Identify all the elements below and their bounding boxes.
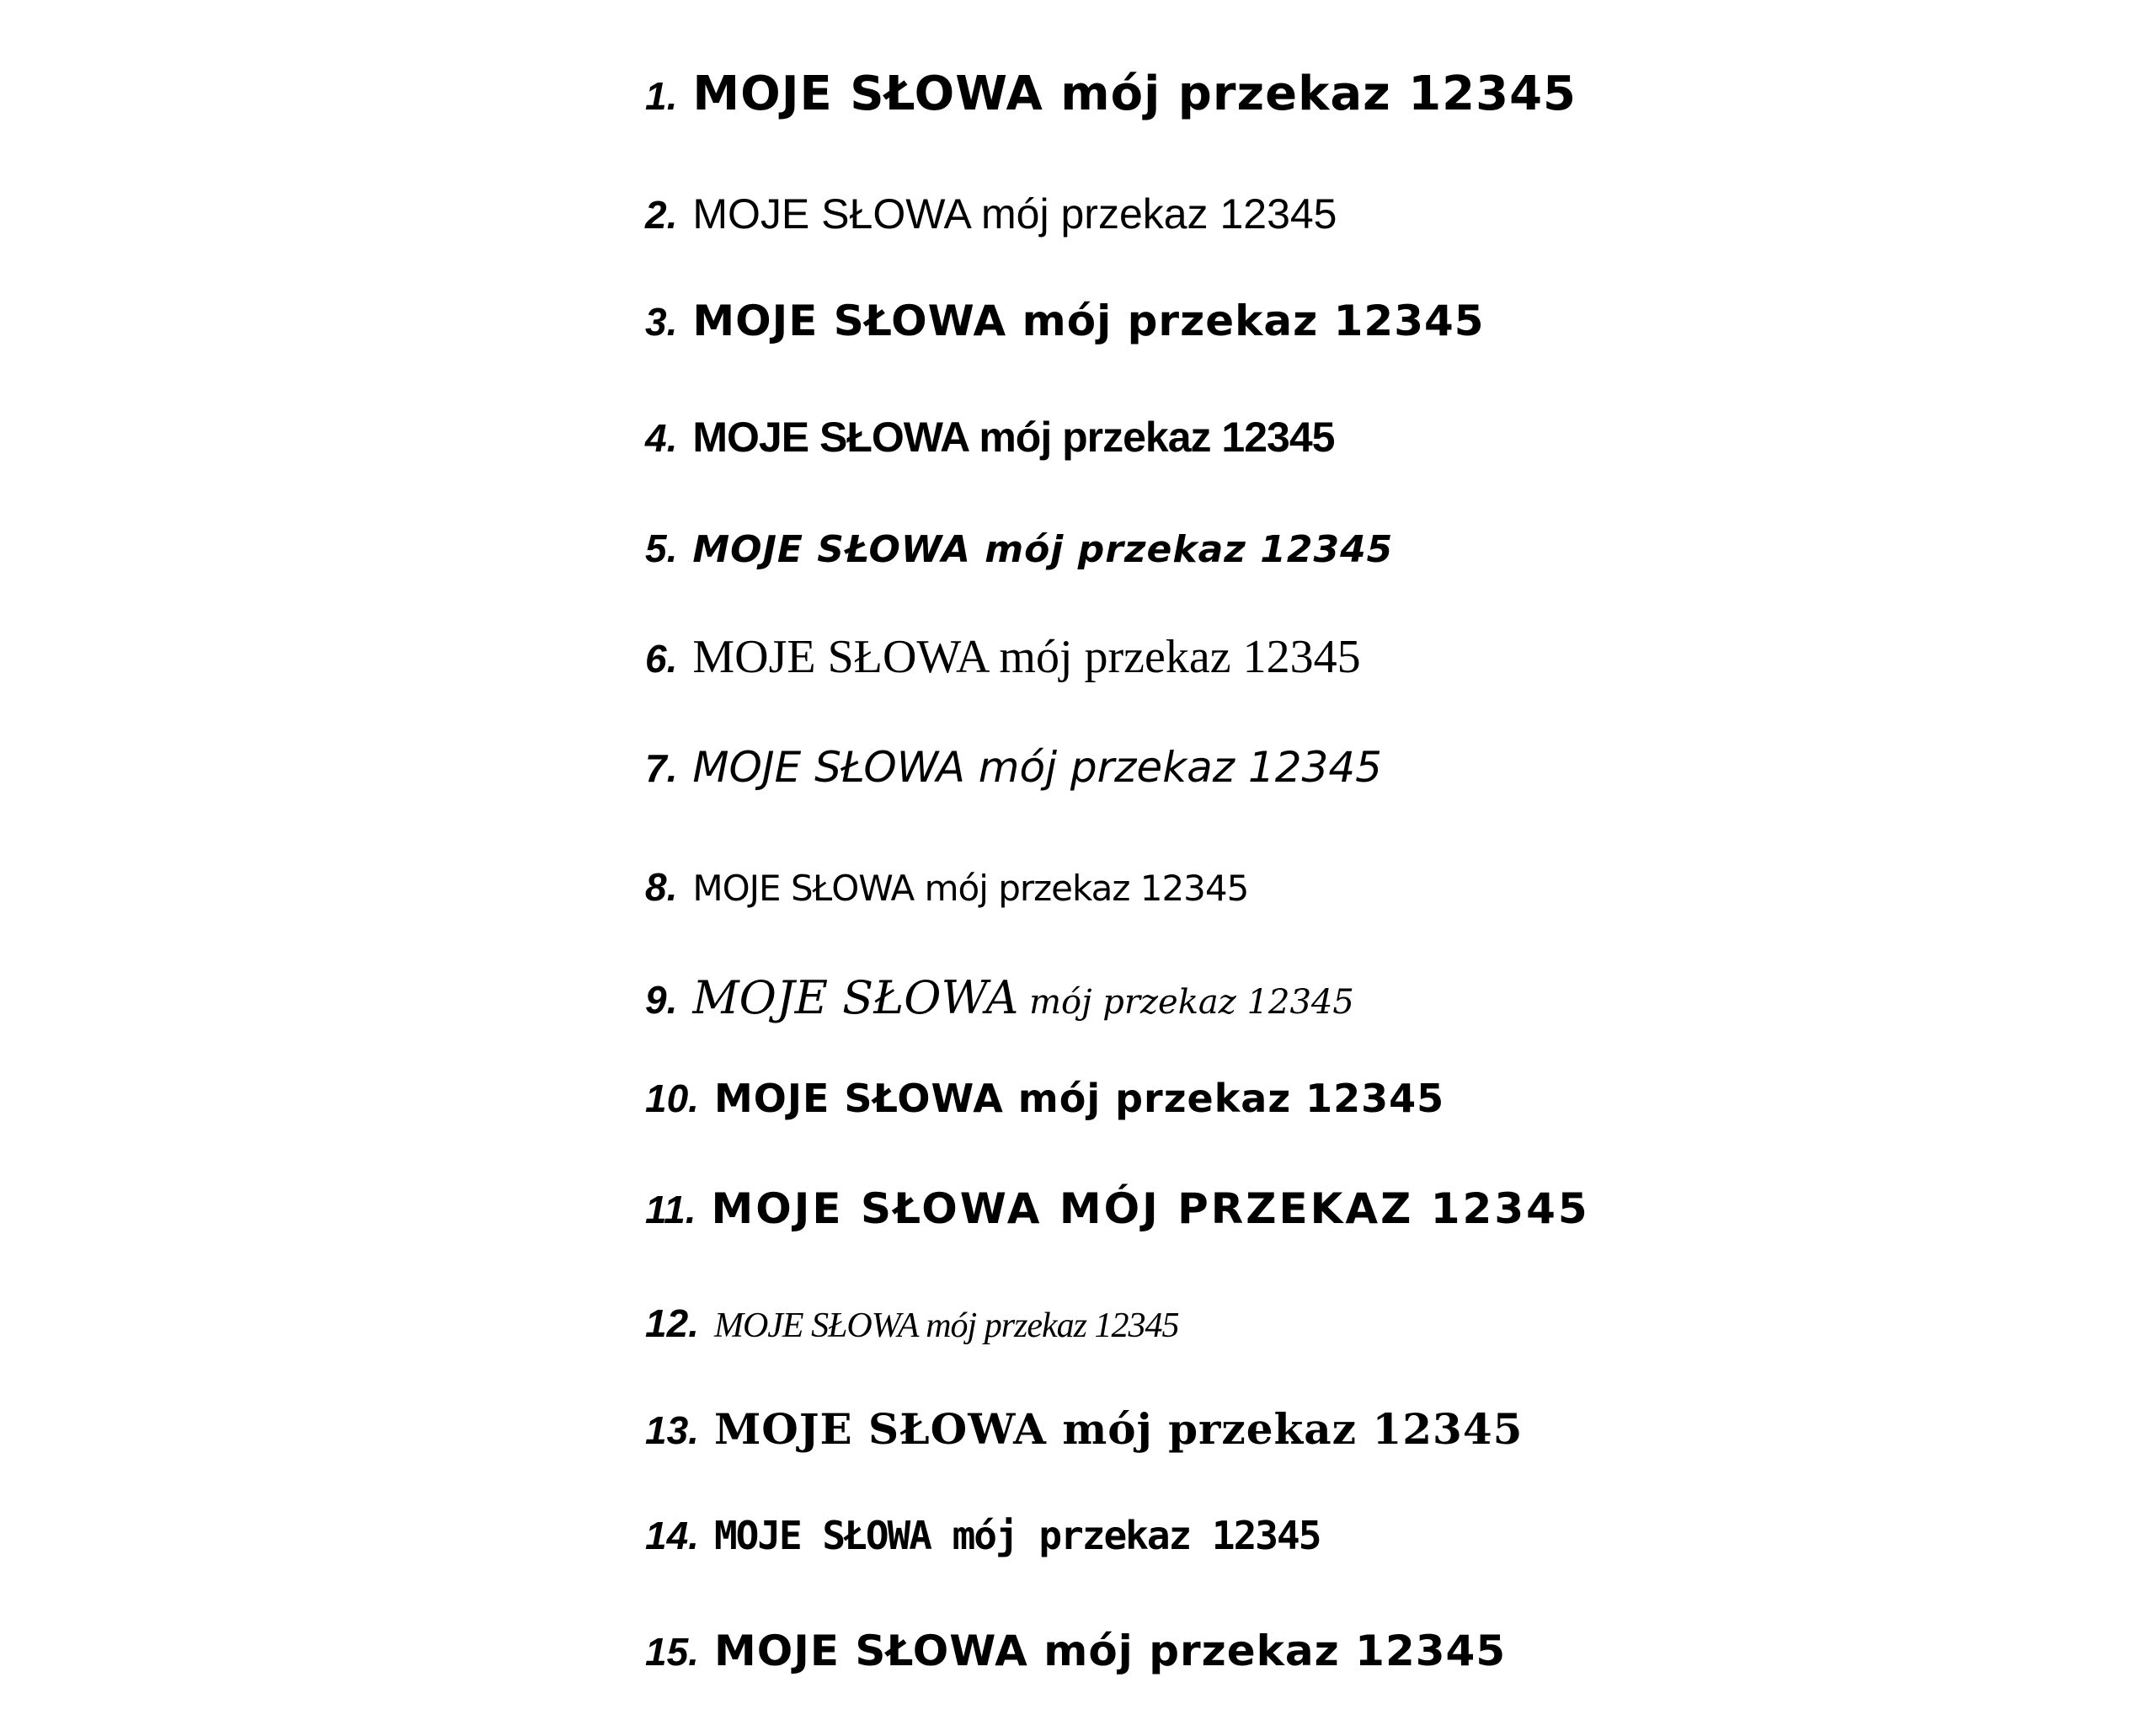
font-sample-row-8	[645, 865, 1858, 909]
font-sample-row-9	[645, 971, 1858, 1024]
font-sample-number: 5.	[645, 526, 678, 570]
font-sample-row-7	[645, 743, 1858, 792]
font-sample-row-6	[645, 633, 1858, 681]
font-sample-text: MOJE SŁOWA mój przekaz 12345	[692, 528, 1394, 571]
font-sample-text	[692, 971, 1354, 1024]
font-sample-text: MOJE SŁOWA mój przekaz 12345	[692, 631, 1361, 683]
font-sample-lower: mój przekaz 12345	[1029, 983, 1354, 1022]
font-sample-text: MOJE SŁOWA mój przekaz 12345	[692, 414, 1335, 461]
font-sample-number: 9.	[645, 978, 678, 1022]
font-sample-text: MOJE SŁOWA mój przekaz 12345	[692, 868, 1249, 909]
font-sample-text: MOJE SŁOWA mój przekaz 12345	[692, 67, 1577, 121]
font-sample-number: 7.	[645, 746, 678, 790]
font-sample-text: MOJE SŁOWA mój przekaz 12345	[713, 1076, 1445, 1121]
font-sample-text: MOJE SŁOWA mój przekaz 12345	[713, 1626, 1507, 1675]
font-sample-number: 14.	[645, 1514, 699, 1557]
font-sample-text: MOJE SŁOWA mój przekaz 12345	[692, 296, 1485, 345]
font-sample-caps: MOJE SŁOWA	[692, 971, 1019, 1024]
font-sample-row-12	[645, 1301, 1858, 1345]
font-sample-row-3	[645, 296, 1858, 345]
font-sample-row-10	[645, 1076, 1858, 1121]
font-sample-row-15	[645, 1626, 1858, 1675]
font-sample-number: 3.	[645, 300, 678, 344]
font-sample-number: 10.	[645, 1076, 699, 1120]
font-sample-text: MOJE SŁOWA mój przekaz 12345	[713, 1404, 1524, 1454]
font-sample-row-2	[645, 190, 1858, 238]
font-sample-number: 2.	[645, 193, 678, 237]
font-sample-number: 15.	[645, 1630, 699, 1674]
font-sample-row-14	[645, 1513, 1858, 1558]
font-sample-text: MOJE SŁOWA MÓJ PRZEKAZ 12345	[711, 1184, 1590, 1233]
font-sample-text: MOJE SŁOWA mój przekaz 12345	[692, 743, 1382, 792]
font-sample-row-4	[645, 414, 1858, 461]
font-sample-number: 12.	[645, 1301, 699, 1345]
font-sample-number: 6.	[645, 637, 678, 681]
font-sample-number: 1.	[645, 74, 678, 118]
font-sample-number: 4.	[645, 416, 678, 460]
font-sample-number: 11.	[645, 1188, 696, 1231]
font-sample-row-1	[645, 67, 1858, 121]
font-sample-row-11	[645, 1184, 1858, 1233]
font-sample-text: MOJE SŁOWA mój przekaz 12345	[713, 1513, 1321, 1558]
font-sample-row-13	[645, 1404, 1858, 1454]
font-sample-number: 8.	[645, 865, 678, 909]
font-sample-row-5	[645, 526, 1858, 571]
font-sample-text: MOJE SŁOWA mój przekaz 12345	[692, 190, 1337, 238]
font-sample-number: 13.	[645, 1408, 699, 1452]
font-sample-text: MOJE SŁOWA mój przekaz 12345	[713, 1306, 1179, 1345]
